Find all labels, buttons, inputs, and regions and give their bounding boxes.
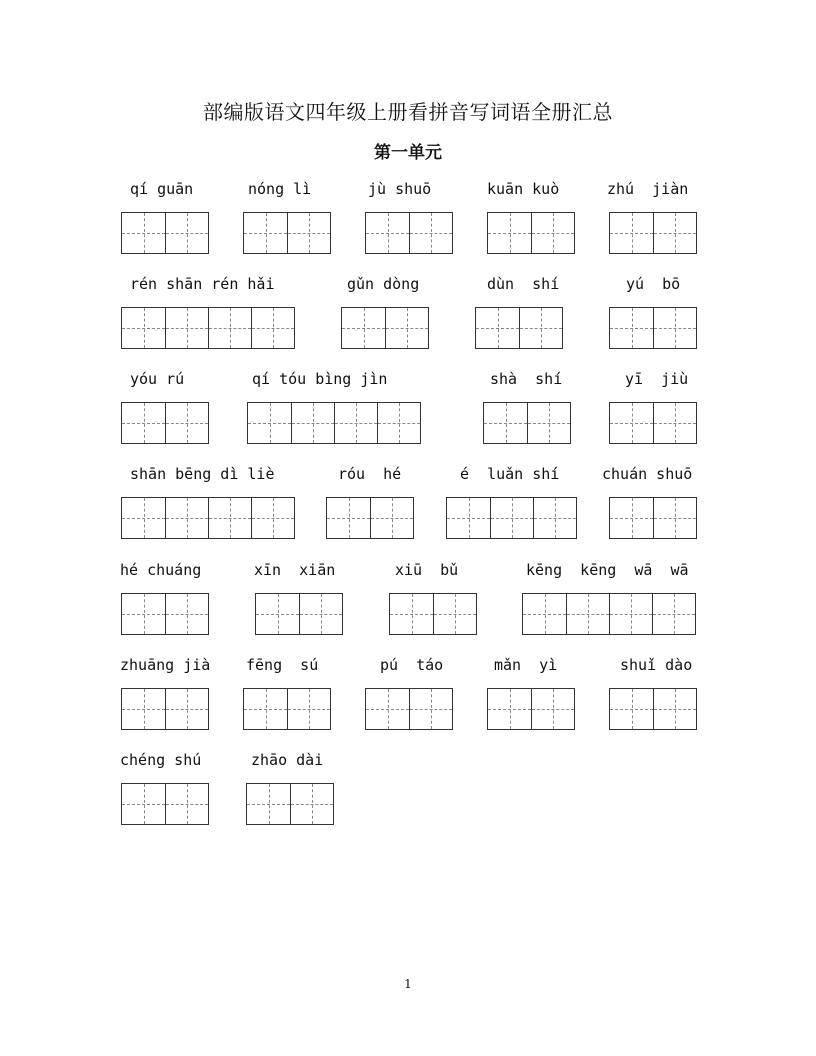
pinyin-label: qí tóu bìng jìn (252, 370, 388, 388)
writing-cell[interactable] (533, 498, 576, 538)
writing-cell[interactable] (290, 784, 333, 824)
writing-cell[interactable] (366, 689, 409, 729)
writing-cell[interactable] (165, 784, 208, 824)
pinyin-label: róu hé (338, 465, 402, 483)
writing-cell[interactable] (122, 784, 165, 824)
writing-cell[interactable] (165, 403, 208, 443)
writing-grid (247, 402, 421, 444)
pinyin-label: jù shuō (368, 180, 432, 198)
writing-cell[interactable] (256, 594, 299, 634)
writing-grid (121, 783, 209, 825)
writing-grid (121, 688, 209, 730)
writing-cell[interactable] (610, 308, 653, 348)
writing-grid (609, 688, 697, 730)
writing-cell[interactable] (122, 594, 165, 634)
writing-grid (389, 593, 477, 635)
pinyin-label: zhú jiàn (607, 180, 689, 198)
writing-grid (121, 212, 209, 254)
pinyin-label: shà shí (490, 370, 563, 388)
writing-cell[interactable] (519, 308, 562, 348)
writing-grid (609, 212, 697, 254)
writing-cell[interactable] (488, 213, 531, 253)
writing-cell[interactable] (251, 308, 294, 348)
page-title: 部编版语文四年级上册看拼音写词语全册汇总 (203, 100, 613, 124)
writing-grid (609, 497, 697, 539)
pinyin-label: mǎn yì (494, 656, 558, 674)
pinyin-label: hé chuáng (120, 561, 202, 579)
writing-cell[interactable] (527, 403, 570, 443)
writing-cell[interactable] (653, 498, 696, 538)
writing-cell[interactable] (327, 498, 370, 538)
writing-grid (326, 497, 414, 539)
writing-cell[interactable] (531, 689, 574, 729)
writing-grid (487, 688, 575, 730)
writing-cell[interactable] (165, 498, 208, 538)
writing-grid (483, 402, 571, 444)
writing-cell[interactable] (251, 498, 294, 538)
writing-grid (121, 593, 209, 635)
writing-cell[interactable] (244, 213, 287, 253)
writing-cell[interactable] (610, 689, 653, 729)
writing-cell[interactable] (334, 403, 377, 443)
pinyin-label: dùn shí (487, 275, 560, 293)
pinyin-label: kēng kēng wā wā (526, 561, 689, 579)
writing-grid (609, 402, 697, 444)
writing-grid (341, 307, 429, 349)
pinyin-label: rén shān rén hǎi (130, 275, 275, 293)
writing-grid (246, 783, 334, 825)
pinyin-label: chéng shú (120, 751, 202, 769)
writing-cell[interactable] (342, 308, 385, 348)
writing-cell[interactable] (247, 784, 290, 824)
pinyin-label: xīn xiān (254, 561, 336, 579)
writing-cell[interactable] (287, 213, 330, 253)
writing-grid (487, 212, 575, 254)
writing-cell[interactable] (165, 594, 208, 634)
writing-cell[interactable] (409, 689, 452, 729)
writing-grid (446, 497, 577, 539)
writing-grid (365, 688, 453, 730)
writing-cell[interactable] (433, 594, 476, 634)
writing-cell[interactable] (566, 594, 609, 634)
writing-grid (121, 497, 295, 539)
writing-cell[interactable] (447, 498, 490, 538)
writing-grid (243, 212, 331, 254)
pinyin-label: yī jiù (625, 370, 689, 388)
pinyin-label: yú bō (626, 275, 681, 293)
pinyin-label: qí guān (130, 180, 194, 198)
writing-cell[interactable] (490, 498, 533, 538)
writing-cell[interactable] (409, 213, 452, 253)
writing-cell[interactable] (122, 498, 165, 538)
writing-cell[interactable] (208, 308, 251, 348)
writing-grid (609, 307, 697, 349)
writing-cell[interactable] (653, 689, 696, 729)
pinyin-label: pú táo (380, 656, 444, 674)
pinyin-label: gǔn dòng (347, 275, 420, 293)
writing-grid (243, 688, 331, 730)
writing-cell[interactable] (610, 403, 653, 443)
writing-grid (475, 307, 563, 349)
writing-cell[interactable] (531, 213, 574, 253)
writing-cell[interactable] (122, 689, 165, 729)
writing-cell[interactable] (165, 213, 208, 253)
writing-cell[interactable] (653, 308, 696, 348)
writing-cell[interactable] (390, 594, 433, 634)
unit-heading: 第一单元 (374, 143, 442, 163)
pinyin-label: é luǎn shí (460, 465, 560, 483)
writing-cell[interactable] (377, 403, 420, 443)
writing-cell[interactable] (523, 594, 566, 634)
page-number: 1 (404, 977, 412, 991)
pinyin-label: nóng lì (248, 180, 312, 198)
writing-cell[interactable] (291, 403, 334, 443)
writing-cell[interactable] (244, 689, 287, 729)
writing-cell[interactable] (299, 594, 342, 634)
writing-cell[interactable] (385, 308, 428, 348)
pinyin-label: shān bēng dì liè (130, 465, 275, 483)
writing-cell[interactable] (488, 689, 531, 729)
pinyin-label: yóu rú (130, 370, 185, 388)
writing-cell[interactable] (370, 498, 413, 538)
writing-cell[interactable] (248, 403, 291, 443)
writing-grid (121, 402, 209, 444)
writing-cell[interactable] (122, 308, 165, 348)
writing-cell[interactable] (653, 403, 696, 443)
writing-cell[interactable] (653, 213, 696, 253)
writing-cell[interactable] (165, 689, 208, 729)
writing-cell[interactable] (610, 213, 653, 253)
writing-grid (255, 593, 343, 635)
writing-cell[interactable] (287, 689, 330, 729)
pinyin-label: shuǐ dào (620, 656, 693, 674)
pinyin-label: chuán shuō (602, 465, 693, 483)
writing-cell[interactable] (609, 594, 652, 634)
writing-cell[interactable] (476, 308, 519, 348)
writing-cell[interactable] (122, 403, 165, 443)
writing-cell[interactable] (122, 213, 165, 253)
pinyin-label: xiū bǔ (395, 561, 459, 579)
writing-grid (365, 212, 453, 254)
writing-cell[interactable] (165, 308, 208, 348)
writing-cell[interactable] (208, 498, 251, 538)
writing-grid (522, 593, 696, 635)
writing-cell[interactable] (652, 594, 695, 634)
writing-grid (121, 307, 295, 349)
pinyin-label: zhuāng jià (120, 656, 211, 674)
writing-cell[interactable] (610, 498, 653, 538)
pinyin-label: fēng sú (246, 656, 319, 674)
writing-cell[interactable] (484, 403, 527, 443)
writing-cell[interactable] (366, 213, 409, 253)
pinyin-label: zhāo dài (251, 751, 324, 769)
pinyin-label: kuān kuò (487, 180, 560, 198)
